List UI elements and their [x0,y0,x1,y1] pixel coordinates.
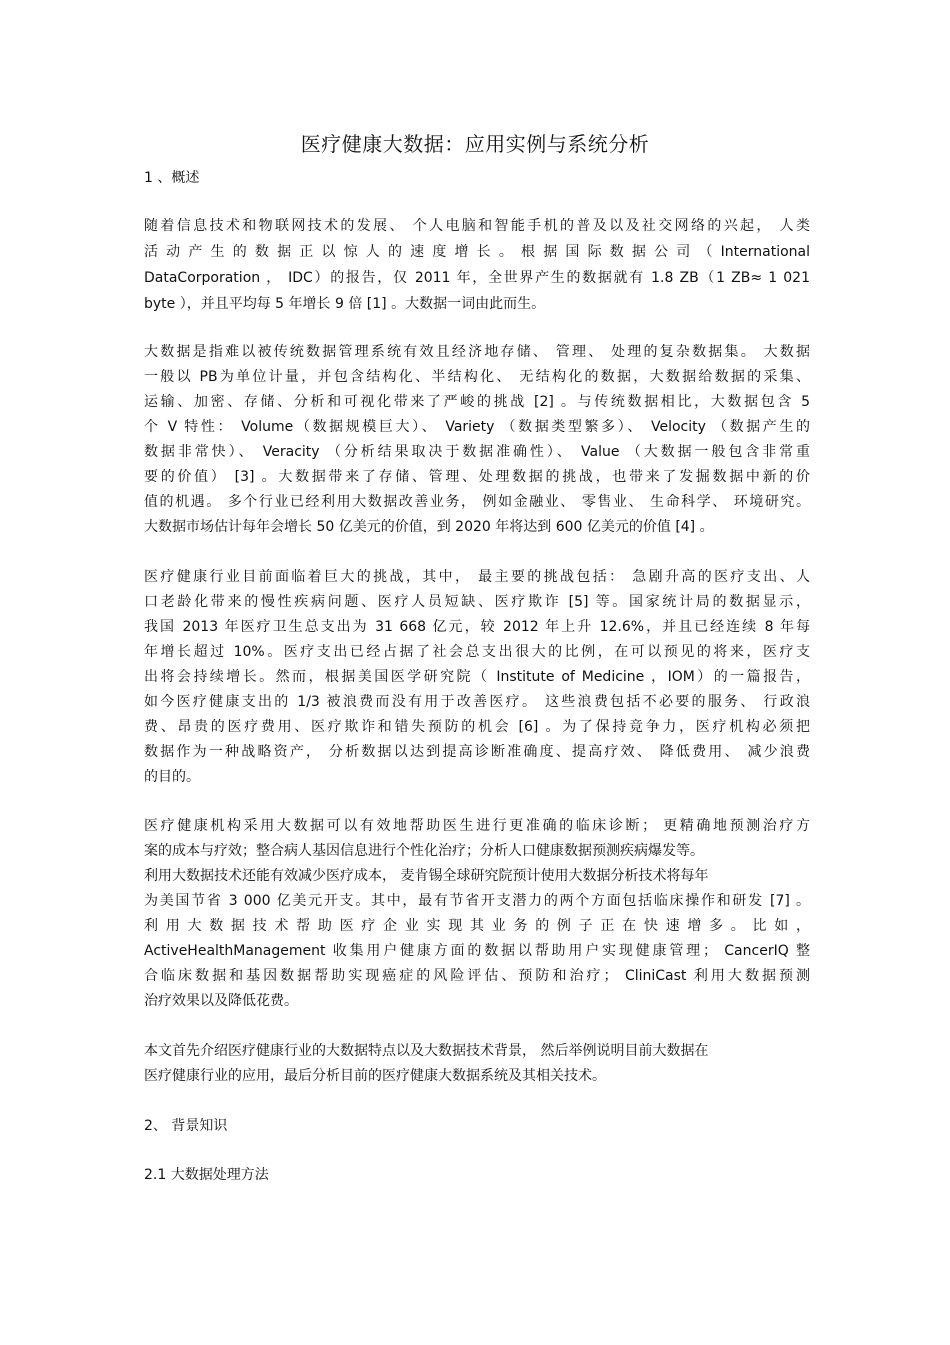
section-heading-background: 2、 背景知识 [144,1118,228,1134]
paragraph-line: 数据非常快）、 Veracity （分析结果取决于数据准确性）、 Value （大数据一般包含非常重 [144,444,810,460]
paragraph-line: 出将会持续增长。然而，根据美国医学研究院（ Institute of Medicine ，IOM）的一篇报告， [144,669,810,685]
paragraph-line: 案的成本与疗效；整合病人基因信息进行个性化治疗；分析人口健康数据预测疾病爆发等。 [144,843,704,859]
document-title: 医疗健康大数据：应用实例与系统分析 [300,132,650,156]
paragraph-line: 我国 2013 年医疗卫生总支出为 31 668 亿元，较 2012 年上升 12.6%，并且已经连续 8 年每 [144,619,810,635]
paragraph-line: 数据作为一种战略资产， 分析数据以达到提高诊断准确度、提高疗效、 降低费用、 减少浪费 [144,744,810,760]
paragraph-line: 费、昂贵的医疗费用、医疗欺诈和错失预防的机会 [6] 。为了保持竞争力，医疗机构必须把 [144,719,810,735]
paragraph-line: 大数据市场估计每年会增长 50 亿美元的价值，到 2020 年将达到 600 亿美元的价值 [4] 。 [144,519,714,535]
paragraph-line: ActiveHealthManagement 收集用户健康方面的数据以帮助用户实现健康管理； CancerIQ 整 [144,943,810,959]
paragraph-line: 为美国节省 3 000 亿美元开支。其中，最有节省开支潜力的两个方面包括临床操作和研发 [7] 。 [144,893,810,909]
paragraph-line: 利用大数据技术还能有效减少医疗成本， 麦肯锡全球研究院预计使用大数据分析技术将每年 [144,868,709,884]
paragraph-line: 如今医疗健康支出的 1/3 被浪费而没有用于改善医疗。 这些浪费包括不必要的服务、 行政浪 [144,694,810,710]
paragraph-line: 本文首先介绍医疗健康行业的大数据特点以及大数据技术背景， 然后举例说明目前大数据在 [144,1043,709,1059]
paragraph-line: 医疗健康行业目前面临着巨大的挑战，其中， 最主要的挑战包括： 急剧升高的医疗支出、人 [144,569,810,585]
paragraph-line: 口老龄化带来的慢性疾病问题、医疗人员短缺、医疗欺诈 [5] 等。国家统计局的数据显示， [144,594,810,610]
paragraph-line: 年增长超过 10%。医疗支出已经占据了社会总支出很大的比例，在可以预见的将来，医疗支 [144,644,810,660]
paragraph-line: byte ），并且平均每 5 年增长 9 倍 [1] 。大数据一词由此而生。 [144,296,546,312]
paragraph-line: 医疗健康行业的应用，最后分析目前的医疗健康大数据系统及其相关技术。 [144,1068,606,1084]
paragraph-line: 要的价值） [3] 。大数据带来了存储、管理、处理数据的挑战，也带来了发掘数据中新的价 [144,469,810,485]
paragraph-line: 运输、加密、存储、分析和可视化带来了严峻的挑战 [2] 。与传统数据相比，大数据包含 5 [144,394,810,410]
paragraph-line: DataCorporation ， IDC）的报告，仅 2011 年，全世界产生的数据就有 1.8 ZB（1 ZB≈ 1 021 [144,270,810,286]
paragraph-line: 大数据是指难以被传统数据管理系统有效且经济地存储、 管理、 处理的复杂数据集。 大数据 [144,344,810,360]
paragraph-line: 活 动 产 生 的 数 据 正 以 惊 人 的 速 度 增 长 。 根 据 国 际 数 据 公 司 （ International [144,244,810,260]
paragraph-line: 合临床数据和基因数据帮助实现癌症的风险评估、预防和治疗； CliniCast 利用大数据预测 [144,968,810,984]
subsection-heading-big-data-processing: 2.1 大数据处理方法 [144,1167,269,1183]
section-heading-overview: 1 、概述 [144,170,200,186]
paragraph-line: 个 V 特性： Volume（数据规模巨大）、 Variety （数据类型繁多）、 Velocity （数据产生的 [144,419,810,435]
paragraph-line: 值的机遇。 多个行业已经利用大数据改善业务， 例如金融业、 零售业、 生命科学、 环境研究。 [144,494,810,510]
paragraph-line: 的目的。 [144,769,200,785]
paragraph-line: 利 用 大 数 据 技 术 帮 助 医 疗 企 业 实 现 其 业 务 的 例 子 正 在 快 速 增 多 。 比 如 ， [144,918,810,934]
paragraph-line: 随着信息技术和物联网技术的发展、 个人电脑和智能手机的普及以及社交网络的兴起， 人类 [144,218,810,234]
paragraph-line: 一般以 PB为单位计量，并包含结构化、半结构化、 无结构化的数据，大数据给数据的采集、 [144,369,810,385]
paragraph-line: 医疗健康机构采用大数据可以有效地帮助医生进行更准确的临床诊断； 更精确地预测治疗方 [144,818,810,834]
paragraph-line: 治疗效果以及降低花费。 [144,993,298,1009]
